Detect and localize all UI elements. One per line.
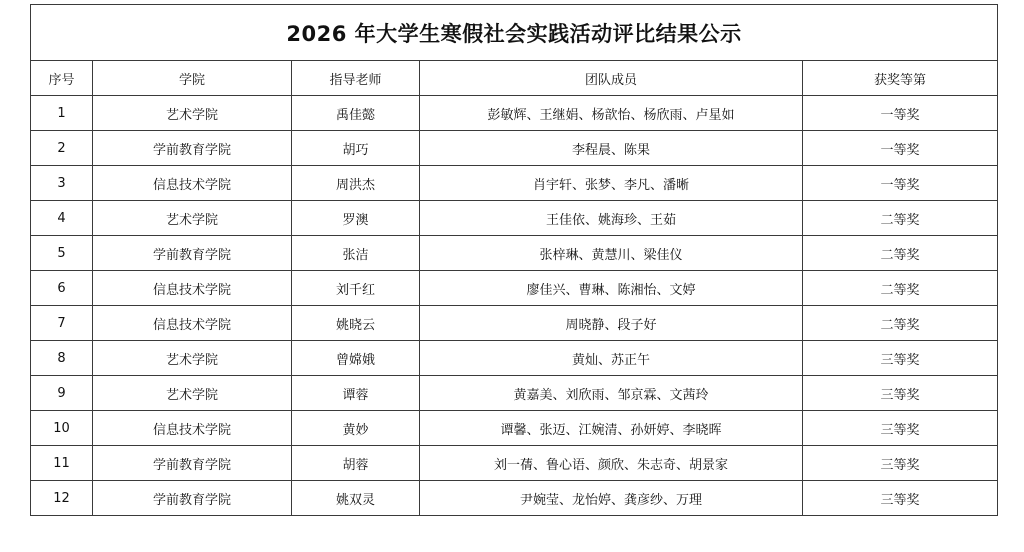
header-no: 序号 [31,61,93,96]
row-number: 5 [31,236,93,271]
advisor-cell: 张洁 [292,236,420,271]
award-cell: 一等奖 [803,96,998,131]
advisor-cell: 刘千红 [292,271,420,306]
row-number: 1 [31,96,93,131]
award-cell: 三等奖 [803,341,998,376]
row-number: 2 [31,131,93,166]
table-row [31,236,998,271]
college-cell: 艺术学院 [93,341,292,376]
header-award: 获奖等第 [803,61,998,96]
row-number: 6 [31,271,93,306]
members-cell: 周晓静、段子好 [420,306,803,341]
college-cell: 信息技术学院 [93,166,292,201]
members-cell: 黄嘉美、刘欣雨、邹京霖、文茜玲 [420,376,803,411]
advisor-cell: 姚晓云 [292,306,420,341]
table-row [31,376,998,411]
award-cell: 三等奖 [803,376,998,411]
row-number: 4 [31,201,93,236]
award-cell: 三等奖 [803,481,998,516]
row-number: 12 [31,481,93,516]
header-college: 学院 [93,61,292,96]
row-number: 7 [31,306,93,341]
header-advisor: 指导老师 [292,61,420,96]
table-row [31,201,998,236]
college-cell: 艺术学院 [93,201,292,236]
college-cell: 学前教育学院 [93,236,292,271]
members-cell: 廖佳兴、曹琳、陈湘怡、文婷 [420,271,803,306]
advisor-cell: 罗澳 [292,201,420,236]
title-row [31,5,998,61]
table-row [31,341,998,376]
members-cell: 王佳依、姚海珍、王茹 [420,201,803,236]
results-table [30,4,998,516]
college-cell: 学前教育学院 [93,481,292,516]
award-cell: 二等奖 [803,271,998,306]
row-number: 8 [31,341,93,376]
award-cell: 二等奖 [803,236,998,271]
advisor-cell: 禹佳懿 [292,96,420,131]
table-row [31,96,998,131]
college-cell: 艺术学院 [93,376,292,411]
college-cell: 信息技术学院 [93,411,292,446]
advisor-cell: 曾嫦娥 [292,341,420,376]
table-row [31,271,998,306]
award-cell: 二等奖 [803,306,998,341]
table-row [31,446,998,481]
table-row [31,166,998,201]
row-number: 10 [31,411,93,446]
table-row [31,306,998,341]
advisor-cell: 姚双灵 [292,481,420,516]
row-number: 3 [31,166,93,201]
members-cell: 彭敏辉、王继娟、杨歆怡、杨欣雨、卢星如 [420,96,803,131]
college-cell: 艺术学院 [93,96,292,131]
table-row [31,481,998,516]
award-cell: 三等奖 [803,411,998,446]
college-cell: 信息技术学院 [93,306,292,341]
members-cell: 肖宇轩、张梦、李凡、潘晰 [420,166,803,201]
members-cell: 李程晨、陈果 [420,131,803,166]
members-cell: 黄灿、苏正午 [420,341,803,376]
table-row [31,411,998,446]
members-cell: 刘一蒨、鲁心语、颜欣、朱志奇、胡景家 [420,446,803,481]
college-cell: 学前教育学院 [93,131,292,166]
award-cell: 二等奖 [803,201,998,236]
advisor-cell: 周洪杰 [292,166,420,201]
members-cell: 张梓琳、黄慧川、梁佳仪 [420,236,803,271]
table-body [31,96,998,516]
table-row [31,131,998,166]
header-row [31,61,998,96]
row-number: 11 [31,446,93,481]
advisor-cell: 胡蓉 [292,446,420,481]
members-cell: 谭馨、张迈、江婉清、孙妍婷、李晓晖 [420,411,803,446]
advisor-cell: 胡巧 [292,131,420,166]
award-cell: 三等奖 [803,446,998,481]
college-cell: 学前教育学院 [93,446,292,481]
advisor-cell: 黄妙 [292,411,420,446]
award-cell: 一等奖 [803,131,998,166]
advisor-cell: 谭蓉 [292,376,420,411]
row-number: 9 [31,376,93,411]
award-cell: 一等奖 [803,166,998,201]
page-title: 2026 年大学生寒假社会实践活动评比结果公示 [31,5,998,61]
college-cell: 信息技术学院 [93,271,292,306]
members-cell: 尹婉莹、龙怡婷、龚彦纱、万理 [420,481,803,516]
header-members: 团队成员 [420,61,803,96]
